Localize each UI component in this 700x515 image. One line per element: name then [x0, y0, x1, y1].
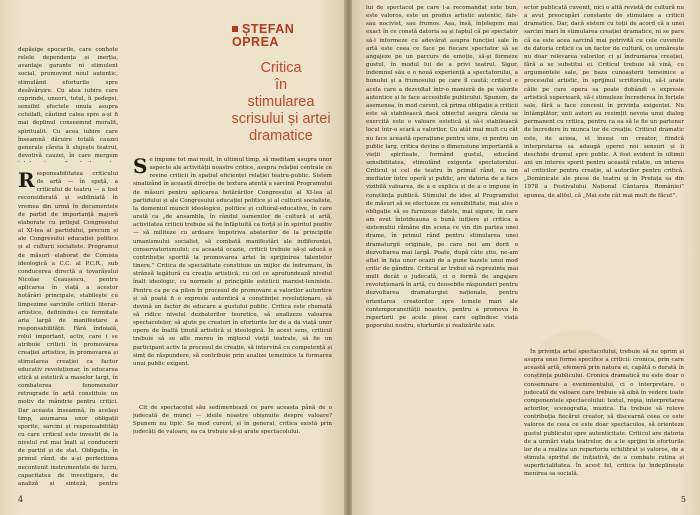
page-number-left: 4 — [18, 495, 24, 504]
right-page — [352, 0, 700, 515]
left-column-2-text — [133, 156, 332, 402]
article-title — [222, 60, 340, 145]
title-line: în — [274, 77, 288, 93]
right-column-1-text — [366, 4, 518, 492]
left-column-1-top-text — [18, 46, 118, 162]
article-author: ȘTEFAN OPREA — [232, 22, 295, 49]
paragraph: e impune tot mai mult, în ultimul timp, să meditam asupra unor aspecte ale activității noastre critice, asupra relației centrale ce revine criticii în spațiul eficienței relației teatru-public. Sistem sinalizând în această direcție de textura atentă a sarcinii Programului de măsuri pentru aplicarea hotărârilor Congresului al XI-lea al partidului și ale Congresului educației politice și al culturii socialiste, la domeniul muncii ideologice, politice și cultural-educative, în care arată ca „de ansamblu, în rândul oamenilor de cultură și artă, activitatea criticii trebuie să fie înfăptuită ca forță și în spiritul pozitiv — să militeze cu ardoare împotriva abaterilor de la principiile umanismului socialist, să combată manifestări ale indiferenței, conservatorismului; cu această ocazie, criticii trebuie să-și aducă o contribuție sporită la promovarea artei în sprijinirea talentelor tinere.” Critica de specialitate constituie un mijloc de îndrumare, în strânsă legătură cu creația artistică, cu cel ce aprofundează nivelul înalt ideologic, cu normele și principiile esteticii marxist-leniniste. Pentru ca pe ca pilon în procesul de promovare a valorilor autentice și să poată fi o expresie autentică a conștiinței revoluționare, să devină un factor de educare a gustului public. Critica este chemată să ridice nivelul dezbaterilor teoretice, să analizeze valoarea spectacolelor, să ajute pe creatori în eforturile lor de a da viață unor opere de înaltă ținută artistică și ideologică. În acest sens, criticul trebuie să se afle mereu în mijlocul vieții teatrale, să fie un participant activ la procesul de creație, să intervină cu competență și simț de răspundere, să contribuie prin analize temeinice la formarea unui public exigent. — [133, 157, 332, 367]
paragraph: esponsabilitatea criticului de artă — în speță, a criticului de teatru — a fost reconsiderată și subliniată în vremea din urmă în documentele de partid de importanță majoră elaborate cu prilejul Congresului al XI-lea al partidului, precum și ale Congresului educației politice și al culturii socialiste. Programul de măsuri elaborat de Comisia ideologică a C.C. al P.C.R., sub conducerea directă a tovarășului Nicolae Ceaușescu, pentru aplicarea în viață a acestor hotărâri principale, stabilește cu limpezime sarcinile criticii literar-artistice, definindu-i cu fermitate aria largă de manifestare a responsabilității. Fără îndoială, rolul important, activ, care i se atribuie criticii în promovarea creației artistice, în promovarea și stimularea creației ca factor educativ revoluționar, în educarea etică și estetică a maselor largi, în combaterea fenomenelor retrograde în artă constituie un motiv de mândrie pentru critici. Dar aceasta înseamnă, în același timp, asumarea unor obligații sporite, sarcini și responsabilități cu care criticul este investit de la nivelul rol mai înalt al conducerii de partid și de stat. Obligația, în primul rând, de a-și perfecționa necontenit instrumentele de lucru, capacitatea de investigare, de analiză și sinteză, pentru — [18, 171, 118, 487]
dropcap-r: R — [18, 170, 35, 192]
author-square-icon — [232, 26, 238, 32]
paragraph: lui de spectacol pe care l-a recomandat este bun, este valoros, este un produs artistic autentic, fals-sau nocivist, sau frumos. Așa, însă, înțelegem mai exact în ce constă datoria sa și faptul că pe spectator să-l informeze cu adevărat asupra funcției sale în artă este ceea ce face pe fiecare spectator să se angajeze pe un parcurs de emoție, să-și formeze gustul, în modul lui de a privi teatrul. Sigur, îndemnul său e o nouă experiență a spectatorului, a bunului și a frumosului pe care îl caută; criticul e acela care a dezvoltat într-o manieră de pe valorile autentice și le face accesibile publicului. Spunem, de asemenea, în mod curent, că prima obligație a criticii este să stabilească dacă obiectul asupra căruia se exercită este o valoare estetică și să-i stabilească locul într-o scară a valorilor. Cu atât mai mult cu cât nu face această operațiune pentru sine, ci pentru un public larg, critica devine o dimensiune importantă a vieții spirituale, formând gustul, educând sensibilitatea, stimulând exigența spectatorului. Criticul și cel de teatru în primul rând, ca un mediator între operă și public, are datoria de a face vizibilă valoarea, de a o explica și de a o impune în conștiința publică. Stimulul de idee al Programului de măsuri să se efectueze cu sensibilitate, mai ales o obligație să se furnizeze datele, mai sigure, în care am avut întotdeauna o bună inițiere și critica a sistemului rămâne din scena ce vin din partea unei drame, în primul rând pentru stimularea unei dramaturgii originale, pe care noi am dorit o dezvoltarea mai largă. Poate, după câte știu, ne-am aflat în fața unor ocazii de a pune bazele unui mod critic de gândire. Criticul ar trebui să reprezinte mai mult decât o judecată, ci o formă de angajare revoluționară în artă, cu deosebite răspunderi pentru dezvoltarea dramaturgiei naționale, pentru orientarea creatorilor spre temele mari ale contemporaneității noastre, pentru a promova în repertorii pe acele piese care oglindesc viața poporului nostru, eforturile și realizările sale. — [366, 5, 518, 330]
paragraph: depășige epocarile, care conhote relele dependența și inerția, avantaje garante ni stimulent social, promovind noul autentic, stimulând eforturile spre desăvârșire. Cu atea iubire care cuprinde, uneori, totul, îi pedepsi, sensibil efectele unuia asupra celuilalt, căutind calea spre a-și fi mai deplinul conseemnd moralit, spiritualit. Cu acea iubire care înseamnă dăruire totală cauzei generale căreia îi slujește teatrul, devotivă cauzei, în care mergem — [18, 47, 118, 160]
left-column-2-end-text — [133, 404, 332, 492]
title-line: Critica — [260, 60, 302, 76]
paragraph: ector publicată cuvenit, nici o altă revistă de cultură nu a avut preocupări constante de stimulare a criticii dramatice. Dar, dacă sistem cu toții de acord că a unei sarcini mari în stimularea creației dramatice, ni se pare că ea este acea sarcină mai potrivită cu cele cuvenite de datoria criticii ca un factor de cultură, ce urmărește nu doar relevarea valorilor, ci și îndrumarea creației, fără a se substitui ei. Criticul trebuie să vină, cu argumentele sale, pe baza cunoașterii temeinice a procesului artistic, în sprijinul scriitorului, să-i arate căile pe care opera sa poate dobândi o expresie artistică superioară, să-i stimuleze încrederea în forțele sale, fără a face concesii în privința exigenței. Nu întâmplător, unii autori au resimțit nevoia unui dialog permanent cu critica, pentru ca ea să le fie un partener de încredere în munca lor de creație. Criticul dramatic este, de aceea, el însuși un creator, fiindcă interpretarea sa adaugă operei noi sensuri și îi deschide drumul spre public. A fost evident în ultimii ani un interes sporit pentru această relație, un interes al criticilor pentru creație, al autorilor pentru critică. „Dominicale ale piese de teatru și în Prefața sa din 1978 a Festivalului Național Cântarea României” spunea, de altfel, că „Mai este cât mai mult de făcut”. — [524, 5, 684, 199]
paragraph: Cit de spectacolul său sedimentează ce pare aceasta până de o judecată de munci — ideile noastre obișnuite despre valoare? Spunem nu tipic. Se mod curent, și în general, critica există prin judecăți de valoare, ea ca trebuie să-și arate spectacolului. — [133, 405, 332, 436]
right-column-2-text — [524, 4, 684, 344]
paragraph: În privința artei spectacolului, trebuie să ne oprim și asupra unei forme specifice a criticii: cronica, prin care această artă, efemeră prin natura ei, capătă o durată în conștiința publicului. Cronica dramatică nu este doar o consemnare a evenimentului, ci o interpretare, o judecată de valoare care trebuie să aibă în vedere toate componentele spectacolului: textul, regia, interpretarea actorilor, scenografia, muzica. Ea trebuie să releve contribuția fiecărui creator, să discearnă ceea ce este valoros de ceea ce este doar spectaculos, să orienteze gustul publicului spre autenticitate. Criticul are datoria de a urmări viața teatrelor, de a le sprijini în eforturile lor de a realiza un repertoriu echilibrat și valoros, de a stimula spiritul de inițiativă, de a combate rutina și superficialitatea. În acest fel, critica își îndeplinește menirea sa socială. — [524, 349, 684, 478]
page-number-right: 5 — [680, 495, 686, 504]
title-line: dramatice — [249, 128, 313, 144]
dropcap-s: S — [133, 156, 148, 178]
left-column-1-main-text — [18, 170, 118, 488]
right-column-2-end-text — [524, 348, 684, 492]
title-line: stimularea — [247, 94, 315, 110]
title-line: scrisului și artei — [231, 111, 331, 127]
left-page — [0, 0, 345, 515]
